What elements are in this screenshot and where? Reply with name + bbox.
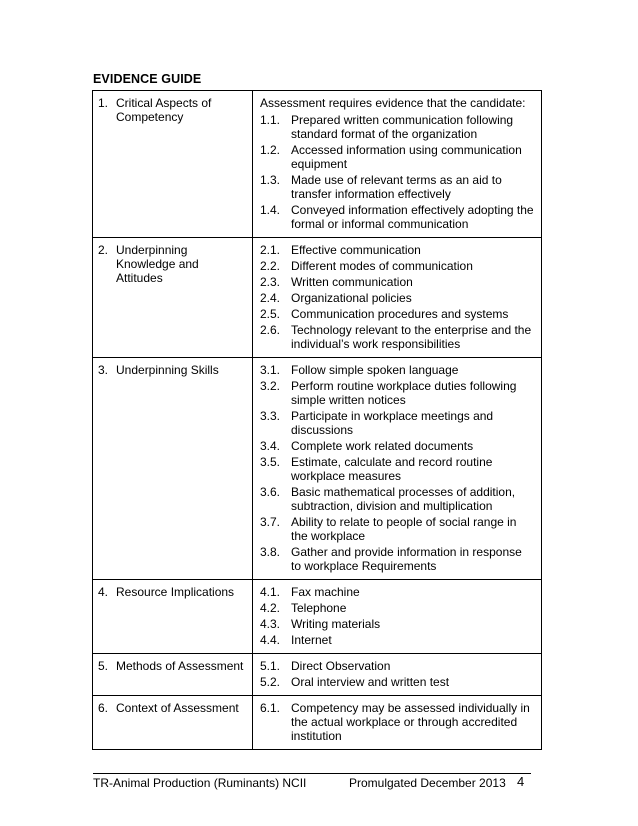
- list-item: [260, 409, 535, 437]
- item-text: Different modes of communication: [291, 259, 473, 273]
- list-item: [260, 379, 535, 407]
- item-text: Accessed information using communication equipment: [291, 143, 522, 171]
- footer-promulgation-date: Promulgated December 2013: [349, 776, 506, 790]
- details-intro: Assessment requires evidence that the candidate:: [260, 96, 526, 110]
- details-cell: [253, 358, 542, 580]
- item-number: 3.6.: [260, 485, 281, 499]
- list-item: [260, 363, 535, 377]
- list-item: [260, 275, 535, 289]
- item-number: 3.7.: [260, 515, 281, 529]
- item-number: 4.4.: [260, 633, 281, 647]
- list-item: [260, 633, 535, 647]
- evidence-row: [93, 91, 542, 238]
- item-number: 3.8.: [260, 545, 281, 559]
- section-heading: EVIDENCE GUIDE: [93, 72, 202, 86]
- item-number: 5.1.: [260, 659, 281, 673]
- aspect-heading: [98, 659, 248, 673]
- item-number: 3.3.: [260, 409, 281, 423]
- list-item: [260, 291, 535, 305]
- page-number: 4: [517, 774, 525, 789]
- item-text: Telephone: [291, 601, 347, 615]
- list-item: [260, 203, 535, 231]
- item-text: Written communication: [291, 275, 413, 289]
- list-item: [260, 675, 535, 689]
- item-text: Technology relevant to the enterprise and the individual’s work responsibilities: [291, 323, 532, 351]
- item-text: Follow simple spoken language: [291, 363, 459, 377]
- evidence-row: [93, 358, 542, 580]
- list-item: [260, 259, 535, 273]
- item-text: Basic mathematical processes of addition, subtraction, division and multiplication: [291, 485, 516, 513]
- list-item: [260, 601, 535, 615]
- item-number: 3.2.: [260, 379, 281, 393]
- item-number: 2.4.: [260, 291, 281, 305]
- item-number: 1.1.: [260, 113, 281, 127]
- details-cell: [253, 238, 542, 358]
- aspect-heading: [98, 243, 248, 285]
- evidence-row: [93, 580, 542, 654]
- item-text: Estimate, calculate and record routine workplace measures: [291, 455, 493, 483]
- list-item: [260, 173, 535, 201]
- item-number: 3.1.: [260, 363, 281, 377]
- list-item: [260, 515, 535, 543]
- details-cell: [253, 91, 542, 238]
- evidence-guide-body: [93, 91, 542, 750]
- aspect-label: Underpinning Knowledge and Attitudes: [116, 243, 199, 285]
- aspect-heading: [98, 96, 248, 124]
- item-number: 3.5.: [260, 455, 281, 469]
- list-item: [260, 659, 535, 673]
- item-text: Organizational policies: [291, 291, 412, 305]
- item-number: 1.3.: [260, 173, 281, 187]
- item-number: 5.2.: [260, 675, 281, 689]
- item-text: Ability to relate to people of social range in the workplace: [291, 515, 517, 543]
- item-text: Participate in workplace meetings and discussions: [291, 409, 494, 437]
- item-number: 6.1.: [260, 701, 281, 715]
- aspect-number: 6.: [98, 701, 109, 715]
- aspect-number: 2.: [98, 243, 109, 257]
- list-item: [260, 113, 535, 141]
- item-text: Conveyed information effectively adopting the formal or informal communication: [291, 203, 534, 231]
- list-item: [260, 439, 535, 453]
- aspect-number: 4.: [98, 585, 109, 599]
- item-number: 2.1.: [260, 243, 281, 257]
- aspect-cell: [93, 654, 253, 696]
- item-number: 2.3.: [260, 275, 281, 289]
- list-item: [260, 455, 535, 483]
- evidence-row: [93, 654, 542, 696]
- item-number: 4.3.: [260, 617, 281, 631]
- list-item: [260, 323, 535, 351]
- aspect-number: 3.: [98, 363, 109, 377]
- aspect-heading: [98, 701, 248, 715]
- aspect-cell: [93, 91, 253, 238]
- footer-rule: [93, 773, 531, 774]
- aspect-heading: [98, 585, 248, 599]
- aspect-number: 5.: [98, 659, 109, 673]
- list-item: [260, 585, 535, 599]
- item-number: 3.4.: [260, 439, 281, 453]
- item-number: 2.6.: [260, 323, 281, 337]
- item-text: Prepared written communication following standard format of the organization: [291, 113, 514, 141]
- details-cell: [253, 580, 542, 654]
- evidence-row: [93, 238, 542, 358]
- item-text: Competency may be assessed individually in the actual workplace or through accredited institution: [291, 701, 530, 743]
- aspect-cell: [93, 696, 253, 750]
- item-number: 2.2.: [260, 259, 281, 273]
- list-item: [260, 545, 535, 573]
- item-text: Writing materials: [291, 617, 381, 631]
- aspect-label: Context of Assessment: [116, 701, 239, 715]
- list-item: [260, 485, 535, 513]
- aspect-label: Methods of Assessment: [116, 659, 244, 673]
- footer-document-title: TR-Animal Production (Ruminants) NCII: [93, 776, 307, 790]
- evidence-row: [93, 696, 542, 750]
- list-item: [260, 307, 535, 321]
- item-text: Effective communication: [291, 243, 421, 257]
- item-text: Direct Observation: [291, 659, 391, 673]
- item-text: Internet: [291, 633, 332, 647]
- aspect-label: Critical Aspects of Competency: [116, 96, 212, 124]
- aspect-cell: [93, 238, 253, 358]
- item-text: Perform routine workplace duties following simple written notices: [291, 379, 517, 407]
- item-text: Gather and provide information in response to workplace Requirements: [291, 545, 522, 573]
- list-item: [260, 143, 535, 171]
- item-number: 1.4.: [260, 203, 281, 217]
- list-item: [260, 243, 535, 257]
- details-cell: [253, 696, 542, 750]
- aspect-number: 1.: [98, 96, 109, 110]
- details-cell: [253, 654, 542, 696]
- item-number: 4.2.: [260, 601, 281, 615]
- item-number: 2.5.: [260, 307, 281, 321]
- evidence-guide-table: [92, 90, 542, 750]
- item-number: 1.2.: [260, 143, 281, 157]
- aspect-label: Resource Implications: [116, 585, 235, 599]
- aspect-cell: [93, 580, 253, 654]
- item-number: 4.1.: [260, 585, 281, 599]
- item-text: Oral interview and written test: [291, 675, 450, 689]
- aspect-label: Underpinning Skills: [116, 363, 219, 377]
- list-item: [260, 701, 535, 743]
- item-text: Fax machine: [291, 585, 360, 599]
- aspect-cell: [93, 358, 253, 580]
- item-text: Complete work related documents: [291, 439, 474, 453]
- aspect-heading: [98, 363, 248, 377]
- list-item: [260, 617, 535, 631]
- item-text: Communication procedures and systems: [291, 307, 509, 321]
- item-text: Made use of relevant terms as an aid to transfer information effectively: [291, 173, 502, 201]
